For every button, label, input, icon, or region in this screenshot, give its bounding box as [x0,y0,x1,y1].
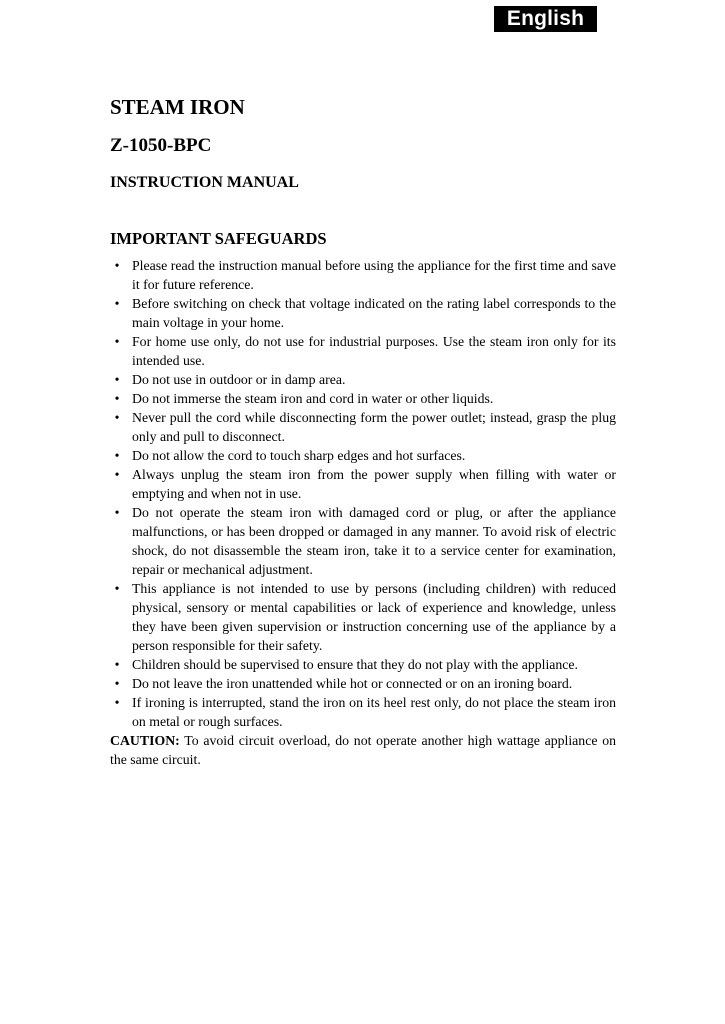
list-item [110,389,616,408]
bullet-icon: • [114,657,120,672]
list-item-text: Do not leave the iron unattended while hot or connected or on an ironing board. [132,676,573,691]
list-item [110,332,616,370]
language-tab: English [494,6,597,32]
list-item [110,465,616,503]
bullet-icon: • [114,334,120,349]
model-number: Z-1050-BPC [110,135,212,156]
list-item [110,408,616,446]
list-item-text: This appliance is not intended to use by persons (including children) with reduced physical, sensory or mental capabilities or lack of experience and knowledge, unless they have been given supervision or instruction concerning use of the appliance by a person responsible for their safety. [132,581,616,653]
list-item-text: Do not operate the steam iron with damaged cord or plug, or after the appliance malfunctions, or has been dropped or damaged in any manner. To avoid risk of electric shock, do not disassemble the steam iron, take it to a service center for examination, repair or mechanical adjustment. [132,505,616,577]
list-item [110,446,616,465]
bullet-icon: • [114,695,120,710]
list-item-text: Do not allow the cord to touch sharp edges and hot surfaces. [132,448,466,463]
list-item [110,579,616,655]
bullet-icon: • [114,296,120,311]
caution-label: CAUTION: [110,733,180,748]
bullet-icon: • [114,467,120,482]
bullet-icon: • [114,410,120,425]
safeguards-heading: IMPORTANT SAFEGUARDS [110,229,327,248]
bullet-icon: • [114,581,120,596]
list-item-text: Do not use in outdoor or in damp area. [132,372,346,387]
bullet-icon: • [114,448,120,463]
caution-note [110,731,616,769]
manual-heading: INSTRUCTION MANUAL [110,174,299,191]
list-item [110,503,616,579]
bullet-icon: • [114,372,120,387]
list-item [110,655,616,674]
list-item-text: Before switching on check that voltage indicated on the rating label corresponds to the main voltage in your home. [132,296,616,330]
document-body [110,93,616,769]
list-item [110,674,616,693]
list-item-text: Please read the instruction manual before using the appliance for the first time and save it for future reference. [132,258,616,292]
list-item [110,294,616,332]
bullet-icon: • [114,676,120,691]
list-item-text: Do not immerse the steam iron and cord in water or other liquids. [132,391,494,406]
safeguards-list [110,256,616,731]
bullet-icon: • [114,258,120,273]
list-item-text: If ironing is interrupted, stand the iron on its heel rest only, do not place the steam iron on metal or rough surfaces. [132,695,616,729]
list-item [110,370,616,389]
list-item-text: For home use only, do not use for industrial purposes. Use the steam iron only for its intended use. [132,334,616,368]
list-item-text: Never pull the cord while disconnecting form the power outlet; instead, grasp the plug only and pull to disconnect. [132,410,616,444]
list-item-text: Always unplug the steam iron from the power supply when filling with water or emptying and when not in use. [132,467,616,501]
document-title: STEAM IRON [110,95,245,119]
list-item-text: Children should be supervised to ensure that they do not play with the appliance. [132,657,579,672]
bullet-icon: • [114,391,120,406]
bullet-icon: • [114,505,120,520]
list-item [110,256,616,294]
caution-text: To avoid circuit overload, do not operate another high wattage appliance on the same circuit. [110,733,616,767]
list-item [110,693,616,731]
